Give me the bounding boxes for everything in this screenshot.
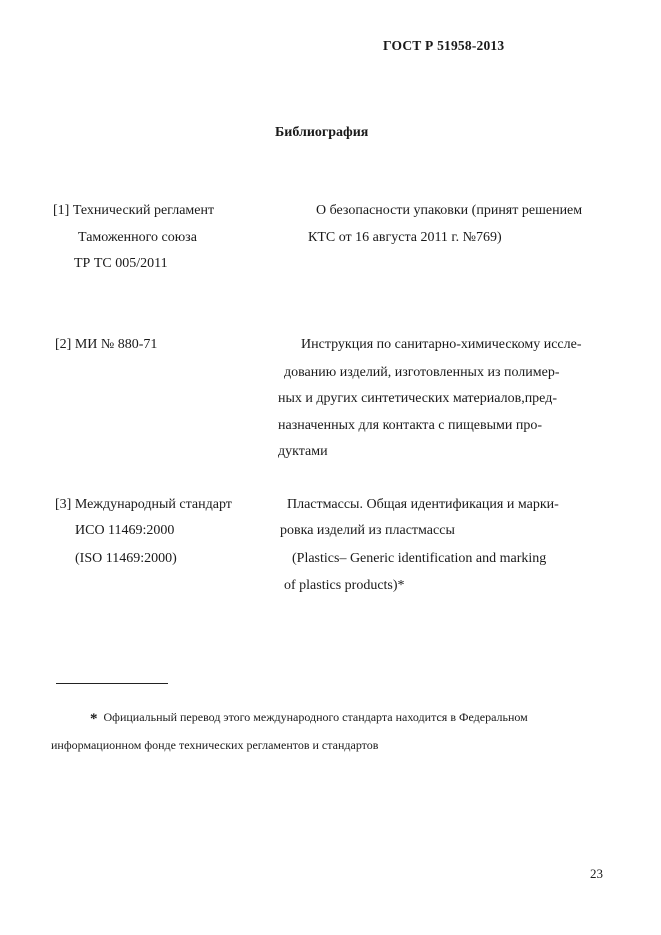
ref-2-right-line-3: ных и других синтетических материалов,пред- [278,391,557,406]
ref-2-left-line-1: [2] МИ № 880-71 [55,337,158,352]
ref-3-left-line-3: (ISO 11469:2000) [75,551,177,566]
ref-3-left-line-1: [3] Международный стандарт [55,497,232,512]
ref-3-right-line-3: (Plastics– Generic identification and marking [292,551,547,566]
ref-1-left-line-3: ТР ТС 005/2011 [74,256,168,271]
ref-3-right-line-4: of plastics products)* [284,578,405,593]
footnote-line-1 [90,710,528,728]
footnote-line-2: информационном фонде технических регламентов и стандартов [51,738,379,752]
ref-2-right-line-1: Инструкция по санитарно-химическому иссле- [301,337,582,352]
ref-1-left-line-1: [1] Технический регламент [53,203,215,218]
ref-2-right-line-2: дованию изделий, изготовленных из полимер- [284,365,560,380]
ref-2-right-line-5: дуктами [278,444,328,459]
ref-1-right-line-2: КТС от 16 августа 2011 г. №769) [308,230,502,245]
ref-3-left-line-2: ИСО 11469:2000 [75,523,175,538]
standard-code: ГОСТ Р 51958-2013 [383,38,505,53]
page-title: Библиография [275,125,369,140]
page-number: 23 [590,866,603,881]
footnote-separator [56,683,168,684]
ref-1-left-line-2: Таможенного союза [78,230,197,245]
ref-3-right-line-1: Пластмассы. Общая идентификация и марки- [287,497,559,512]
footnote-text-1: Официальный перевод этого международного стандарта находится в Федеральном [103,710,528,724]
footnote-marker: * [90,711,98,727]
ref-3-right-line-2: ровка изделий из пластмассы [280,523,455,538]
ref-1-right-line-1: О безопасности упаковки (принят решением [316,203,583,218]
ref-2-right-line-4: назначенных для контакта с пищевыми про- [278,418,542,433]
